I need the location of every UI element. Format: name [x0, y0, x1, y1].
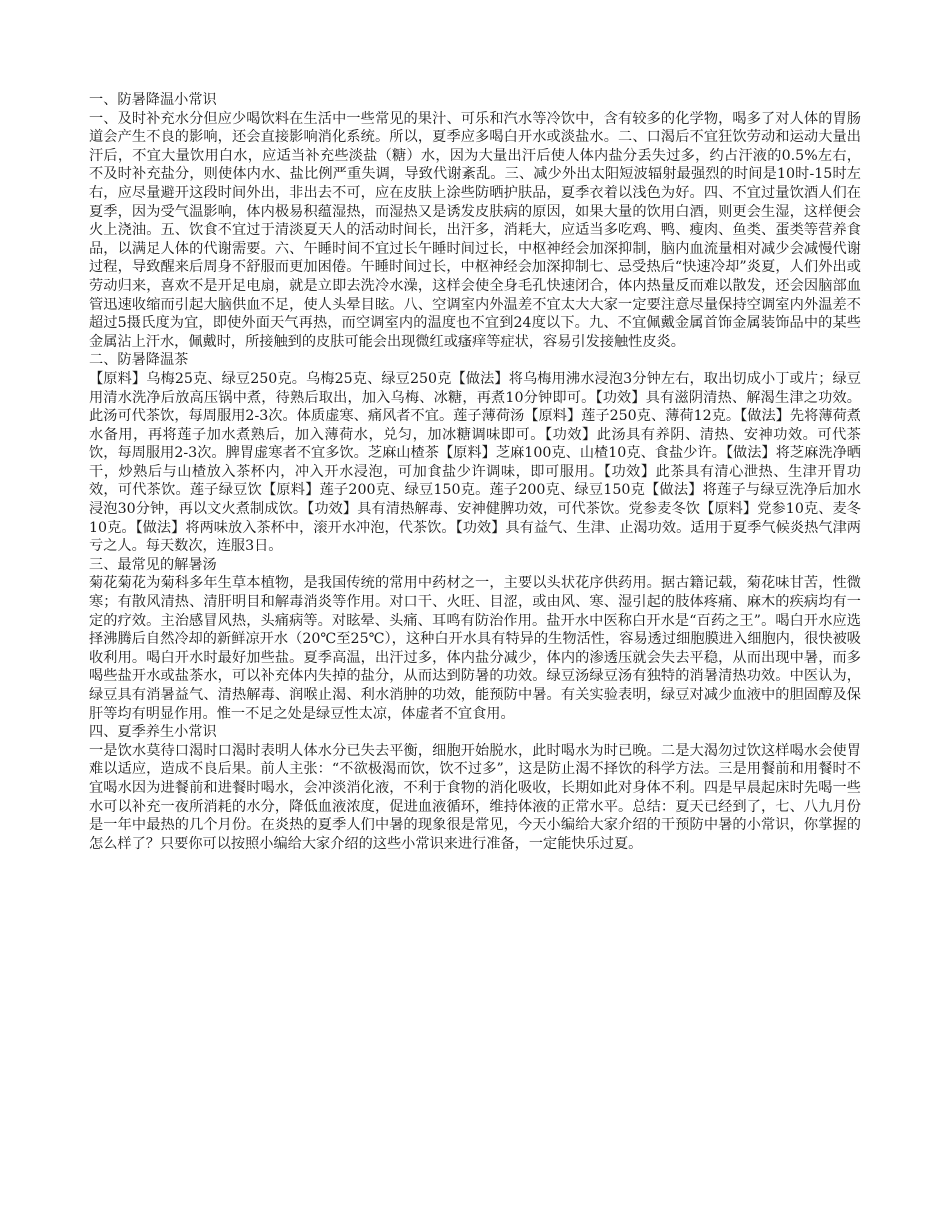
- section-heading: 四、夏季养生小常识: [89, 724, 217, 741]
- section-summer-health-tips: [89, 723, 861, 853]
- section-paragraph: 【原料】乌梅25克、绿豆250克。乌梅25克、绿豆250克【做法】将乌梅用沸水浸泡3分钟左右，取出切成小丁或片；绿豆用清水洗净后放高压锅中煮，待熟后取出，加入乌梅、冰糖，再煮10分钟即可。【功效】具有滋阴清热、解渴生津之功效。此汤可代茶饮，每周服用2-3次。体质虚寒、痛风者不宜。莲子薄荷汤【原料】莲子250克、薄荷12克。【做法】先将薄荷煮水备用，再将莲子加水煮熟后，加入薄荷水，兑匀，加冰糖调味即可。【功效】此汤具有养阴、清热、安神功效。可代茶饮，每周服用2-3次。脾胃虚寒者不宜多饮。芝麻山楂茶【原料】芝麻100克、山楂10克、食盐少许。【做法】将芝麻洗净晒干，炒熟后与山楂放入茶杯内，冲入开水浸泡，可加食盐少许调味，即可服用。【功效】此茶具有清心泄热、生津开胃功效，可代茶饮。莲子绿豆饮【原料】莲子200克、绿豆150克。莲子200克、绿豆150克【做法】将莲子与绿豆洗净后加水浸泡30分钟，再以文火煮制成饮。【功效】具有清热解毒、安神健脾功效，可代茶饮。党参麦冬饮【原料】党参10克、麦冬10克。【做法】将两味放入茶杯中，滚开水冲泡，代茶饮。【功效】具有益气、生津、止渴功效。适用于夏季气候炎热气津两亏之人。每天数次，连服3日。: [89, 370, 861, 555]
- section-heading: 三、最常见的解暑汤: [89, 556, 217, 573]
- section-cooling-soups: [89, 556, 861, 723]
- section-paragraph: 一是饮水莫待口渴时口渴时表明人体水分已失去平衡，细胞开始脱水，此时喝水为时已晚。二是大渴勿过饮这样喝水会使胃难以适应，造成不良后果。前人主张：“不欲极渴而饮，饮不过多”，这是防止渴不择饮的科学方法。三是用餐前和用餐时不宜喝水因为进餐前和进餐时喝水，会冲淡消化液，不利于食物的消化吸收，长期如此对身体不利。四是早晨起床时先喝一些水可以补充一夜所消耗的水分，降低血液浓度，促进血液循环，维持体液的正常水平。总结：夏天已经到了，七、八九月份是一年中最热的几个月份。在炎热的夏季人们中暑的现象很是常见，今天小编给大家介绍的干预防中暑的小常识，你掌握的怎么样了？只要你可以按照小编给大家介绍的这些小常识来进行准备，一定能快乐过夏。: [89, 742, 861, 852]
- document-body: [89, 91, 861, 853]
- section-paragraph: 菊花菊花为菊科多年生草本植物，是我国传统的常用中药材之一，主要以头状花序供药用。据古籍记载，菊花味甘苦，性微寒；有散风清热、清肝明目和解毒消炎等作用。对口干、火旺、目涩，或由风、寒、湿引起的肢体疼痛、麻木的疾病均有一定的疗效。主治感冒风热，头痛病等。对眩晕、头痛、耳鸣有防治作用。盐开水中医称白开水是“百药之王”。喝白开水应选择沸腾后自然冷却的新鲜凉开水（20℃至25℃），这种白开水具有特异的生物活性，容易透过细胞膜进入细胞内，很快被吸收利用。喝白开水时最好加些盐。夏季高温，出汗过多，体内盐分减少，体内的渗透压就会失去平稳，从而出现中暑，而多喝些盐开水或盐茶水，可以补充体内失掉的盐分，从而达到防暑的功效。绿豆汤绿豆汤有独特的消暑清热功效。中医认为，绿豆具有消暑益气、清热解毒、润喉止渴、利水消肿的功效，能预防中暑。有关实验表明，绿豆对减少血液中的胆固醇及保肝等均有明显作用。惟一不足之处是绿豆性太凉，体虚者不宜食用。: [89, 575, 861, 722]
- section-heat-prevention-tips: [89, 91, 861, 351]
- section-paragraph: 一、及时补充水分但应少喝饮料在生活中一些常见的果汁、可乐和汽水等冷饮中，含有较多的化学物，喝多了对人体的胃肠道会产生不良的影响，还会直接影响消化系统。所以，夏季应多喝白开水或淡盐水。二、口渴后不宜狂饮劳动和运动大量出汗后，不宜大量饮用白水，应适当补充些淡盐（糖）水，因为大量出汗后使人体内盐分丢失过多，约占汗液的0.5%左右，不及时补充盐分，则使体内水、盐比例严重失调，导致代谢紊乱。三、减少外出太阳短波辐射最强烈的时间是10时-15时左右，应尽量避开这段时间外出，非出去不可，应在皮肤上涂些防晒护肤品，夏季衣着以浅色为好。四、不宜过量饮酒人们在夏季，因为受气温影响，体内极易积蕴湿热，而湿热又是诱发皮肤病的原因，如果大量的饮用白酒，则更会生湿，这样便会火上浇油。五、饮食不宜过于清淡夏天人的活动时间长，出汗多，消耗大，应适当多吃鸡、鸭、瘦肉、鱼类、蛋类等营养食品，以满足人体的代谢需要。六、午睡时间不宜过长午睡时间过长，中枢神经会加深抑制，脑内血流量相对减少会减慢代谢过程，导致醒来后周身不舒服而更加困倦。午睡时间过长，中枢神经会加深抑制七、忌受热后“快速冷却”炎夏，人们外出或劳动归来，喜欢不是开足电扇，就是立即去洗冷水澡，这样会使全身毛孔快速闭合，体内热量反而难以散发，还会因脑部血管迅速收缩而引起大脑供血不足，使人头晕目眩。八、空调室内外温差不宜太大大家一定要注意尽量保持空调室内外温差不超过5摄氏度为宜，即使外面天气再热，而空调室内的温度也不宜到24度以下。九、不宜佩戴金属首饰金属装饰品中的某些金属沾上汗水，佩戴时，所接触到的皮肤可能会出现微红或瘙痒等症状，容易引发接触性皮炎。: [89, 110, 861, 350]
- section-cooling-teas: [89, 351, 861, 556]
- section-heading: 二、防暑降温茶: [89, 352, 189, 369]
- section-heading: 一、防暑降温小常识: [89, 92, 217, 108]
